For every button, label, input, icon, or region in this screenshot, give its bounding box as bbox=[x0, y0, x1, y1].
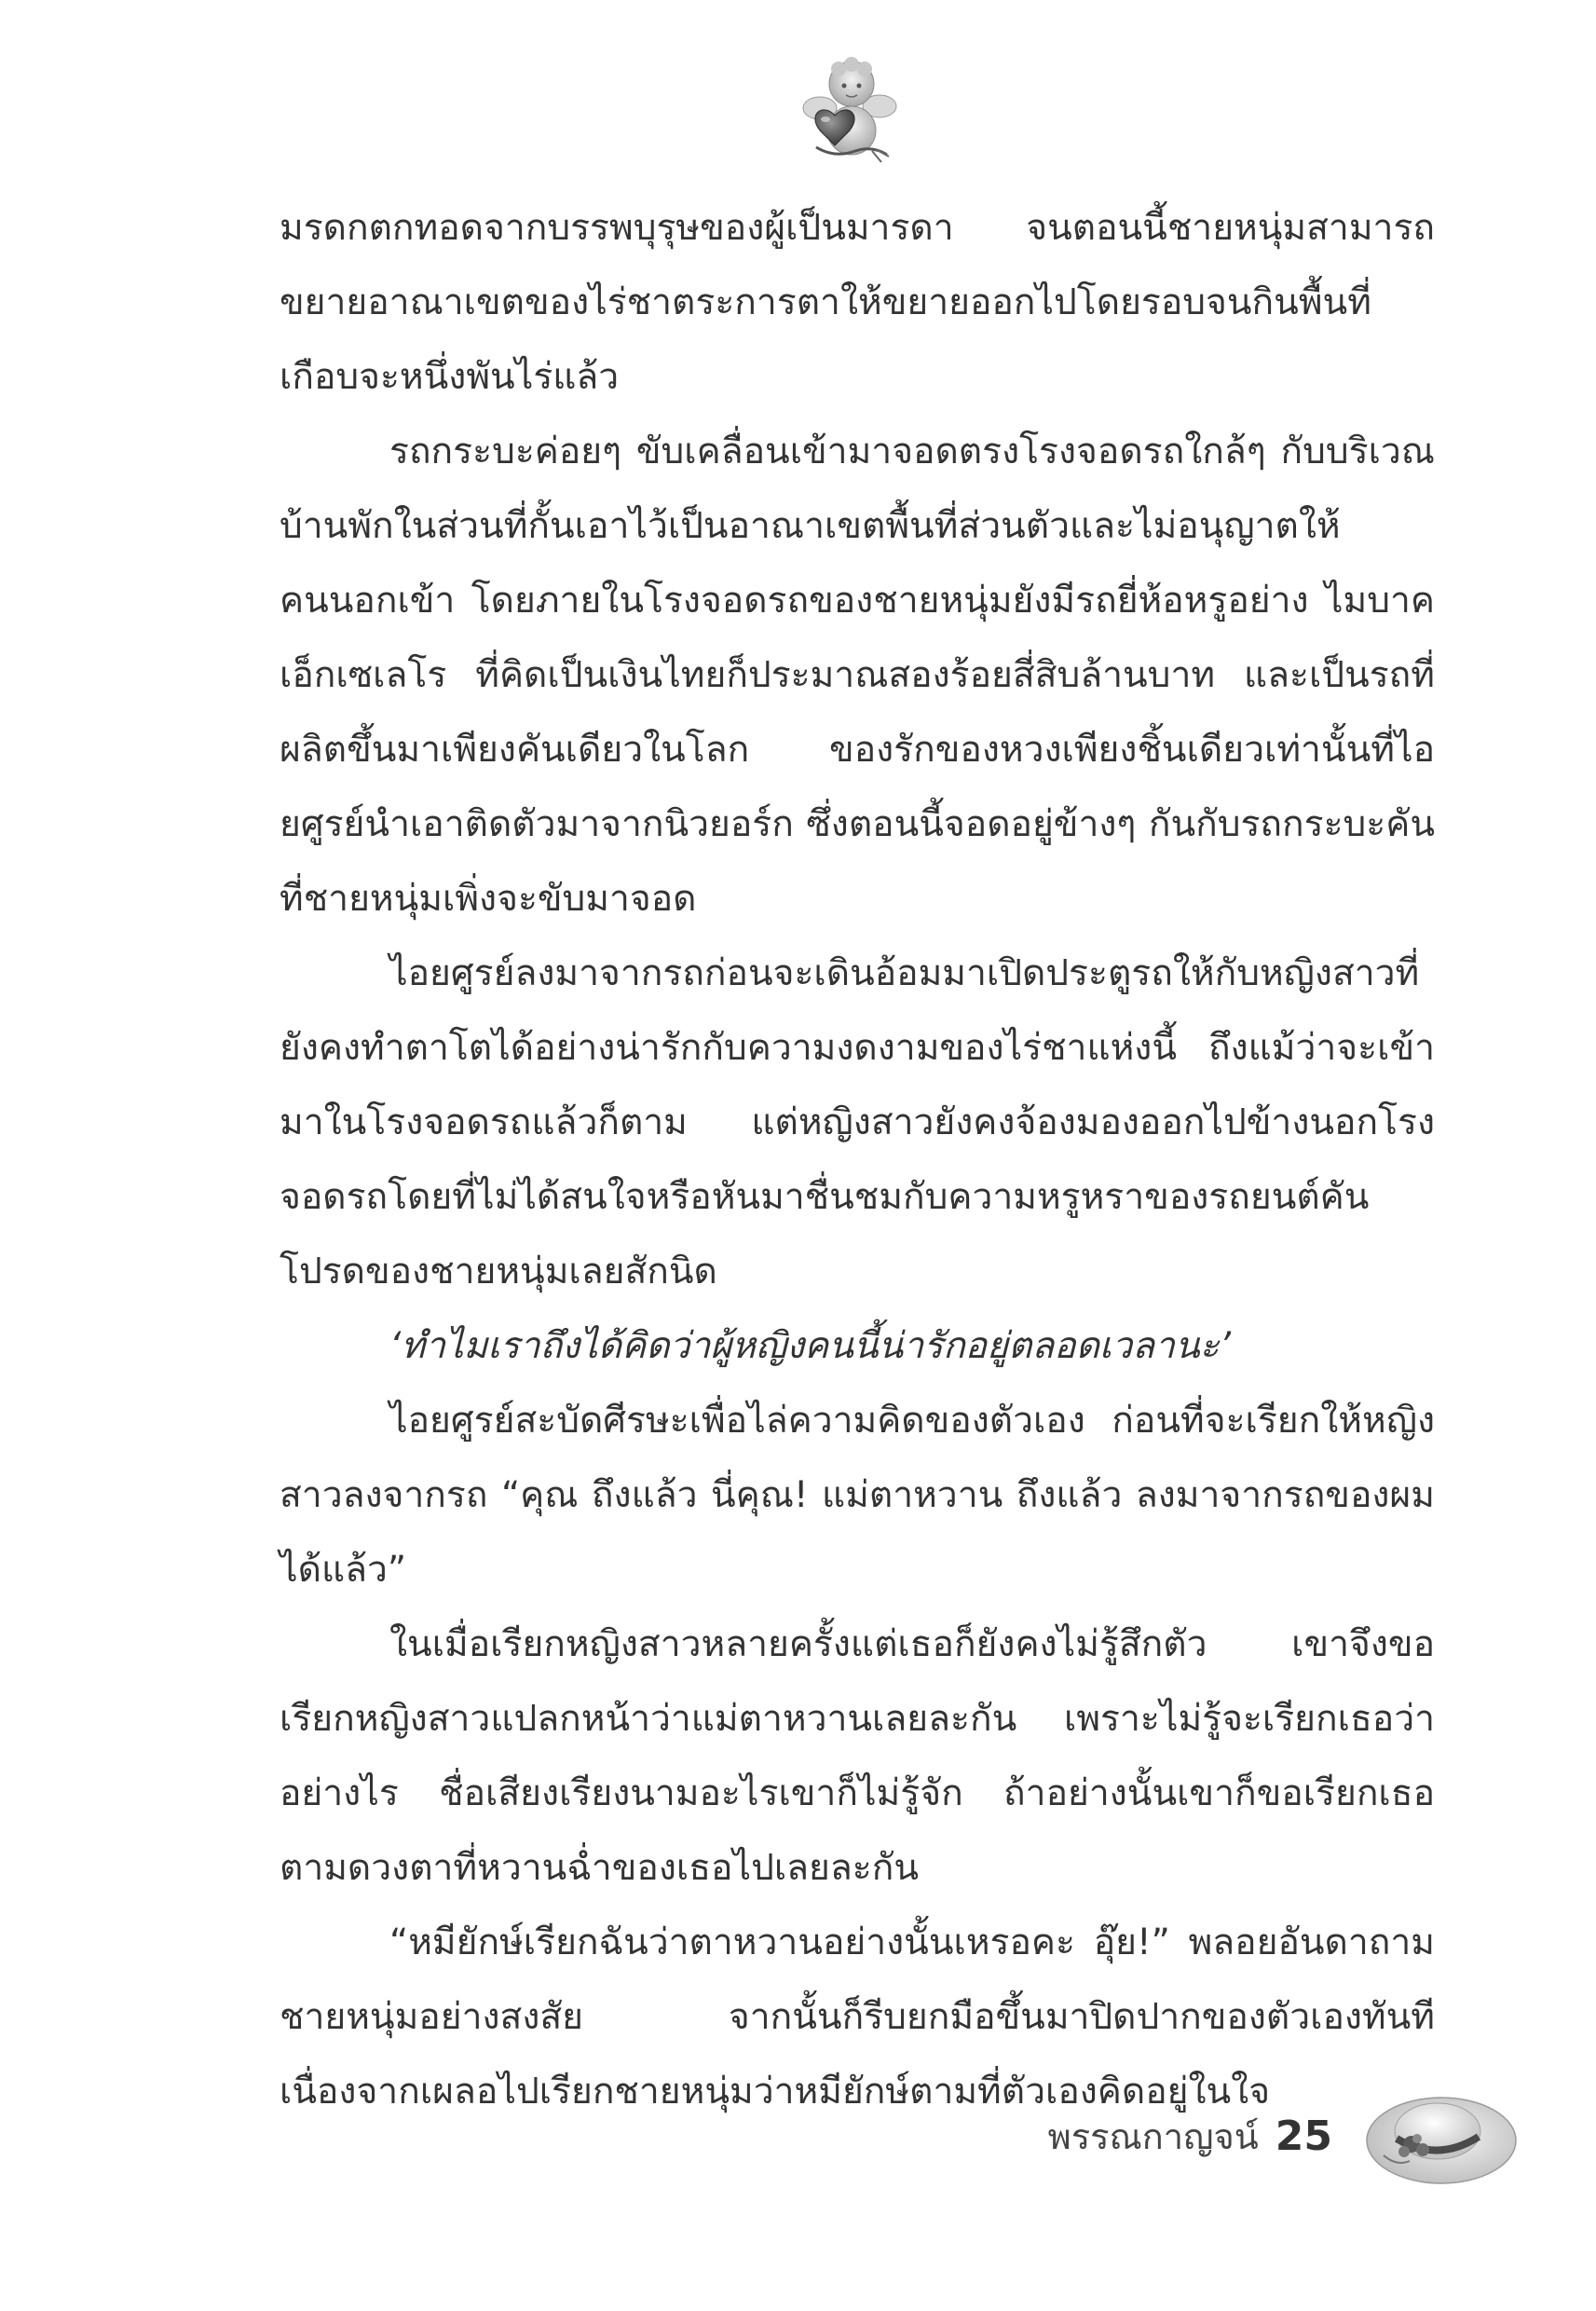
paragraph-5: ไอยศูรย์สะบัดศีรษะเพื่อไล่ความคิดของตัวเอง ก่อนที่จะเรียกให้หญิงสาวลงจากรถ “คุณ ถึงแล้ว นี่คุณ! แม่ตาหวาน ถึงแล้ว ลงมาจากรถของผมได้แล้ว” bbox=[280, 1400, 1435, 1591]
cherub-with-heart-icon bbox=[798, 54, 900, 166]
author-name: พรรณกาญจน์ bbox=[1047, 2116, 1259, 2157]
page-footer bbox=[978, 2108, 1332, 2164]
paragraph-2: รถกระบะค่อยๆ ขับเคลื่อนเข้ามาจอดตรงโรงจอดรถใกล้ๆ กับบริเวณบ้านพักในส่วนที่กั้นเอาไว้เป็นอาณาเขตพื้นที่ส่วนตัวและไม่อนุญาตให้คนนอกเข้า โดยภายในโรงจอดรถของชายหนุ่มยังมีรถยี่ห้อหรูอย่าง ไมบาค เอ็กเซเลโร ที่คิดเป็นเงินไทยก็ประมาณสองร้อยสี่สิบล้านบาท และเป็นรถที่ผลิตขึ้นมาเพียงคันเดียวในโลก ของรักของหวงเพียงชิ้นเดียวเท่านั้นที่ไอยศูรย์นำเอาติดตัวมาจากนิวยอร์ก ซึ่งตอนนี้จอดอยู่ข้างๆ กันกับรถกระบะคันที่ชายหนุ่มเพิ่งจะขับมาจอด bbox=[280, 431, 1435, 920]
body-text bbox=[280, 191, 1435, 2129]
hat-icon bbox=[1356, 2083, 1519, 2190]
paragraph-6: ในเมื่อเรียกหญิงสาวหลายครั้งแต่เธอก็ยังคงไม่รู้สึกตัว เขาจึงขอเรียกหญิงสาวแปลกหน้าว่าแม่ตาหวานเลยละกัน เพราะไม่รู้จะเรียกเธอว่าอย่างไร ชื่อเสียงเรียงนามอะไรเขาก็ไม่รู้จัก ถ้าอย่างนั้นเขาก็ขอเรียกเธอตามดวงตาที่หวานฉ่ำของเธอไปเลยละกัน bbox=[280, 1623, 1435, 1889]
paragraph-7: “หมียักษ์เรียกฉันว่าตาหวานอย่างนั้นเหรอคะ อุ๊ย!” พลอยอันดาถามชายหนุ่มอย่างสงสัย จากนั้นก็รีบยกมือขึ้นมาปิดปากของตัวเองทันที เนื่องจากเผลอไปเรียกชายหนุ่มว่าหมียักษ์ตามที่ตัวเองคิดอยู่ในใจ bbox=[280, 1921, 1435, 2113]
paragraph-3: ไอยศูรย์ลงมาจากรถก่อนจะเดินอ้อมมาเปิดประตูรถให้กับหญิงสาวที่ยังคงทำตาโตได้อย่างน่ารักกับความงดงามของไร่ชาแห่งนี้ ถึงแม้ว่าจะเข้ามาในโรงจอดรถแล้วก็ตาม แต่หญิงสาวยังคงจ้องมองออกไปข้างนอกโรงจอดรถโดยที่ไม่ได้สนใจหรือหันมาชื่นชมกับความหรูหราของรถยนต์คันโปรดของชายหนุ่มเลยสักนิด bbox=[280, 952, 1435, 1292]
paragraph-1: มรดกตกทอดจากบรรพบุรุษของผู้เป็นมารดา จนตอนนี้ชายหนุ่มสามารถขยายอาณาเขตของไร่ชาตระการตาให้ขยายออกไปโดยรอบจนกินพื้นที่เกือบจะหนึ่งพันไร่แล้ว bbox=[280, 207, 1435, 398]
page-number: 25 bbox=[1275, 2113, 1332, 2160]
paragraph-inner-thought: ‘ทำไมเราถึงได้คิดว่าผู้หญิงคนนี้น่ารักอยู่ตลอดเวลานะ’ bbox=[389, 1325, 1231, 1367]
